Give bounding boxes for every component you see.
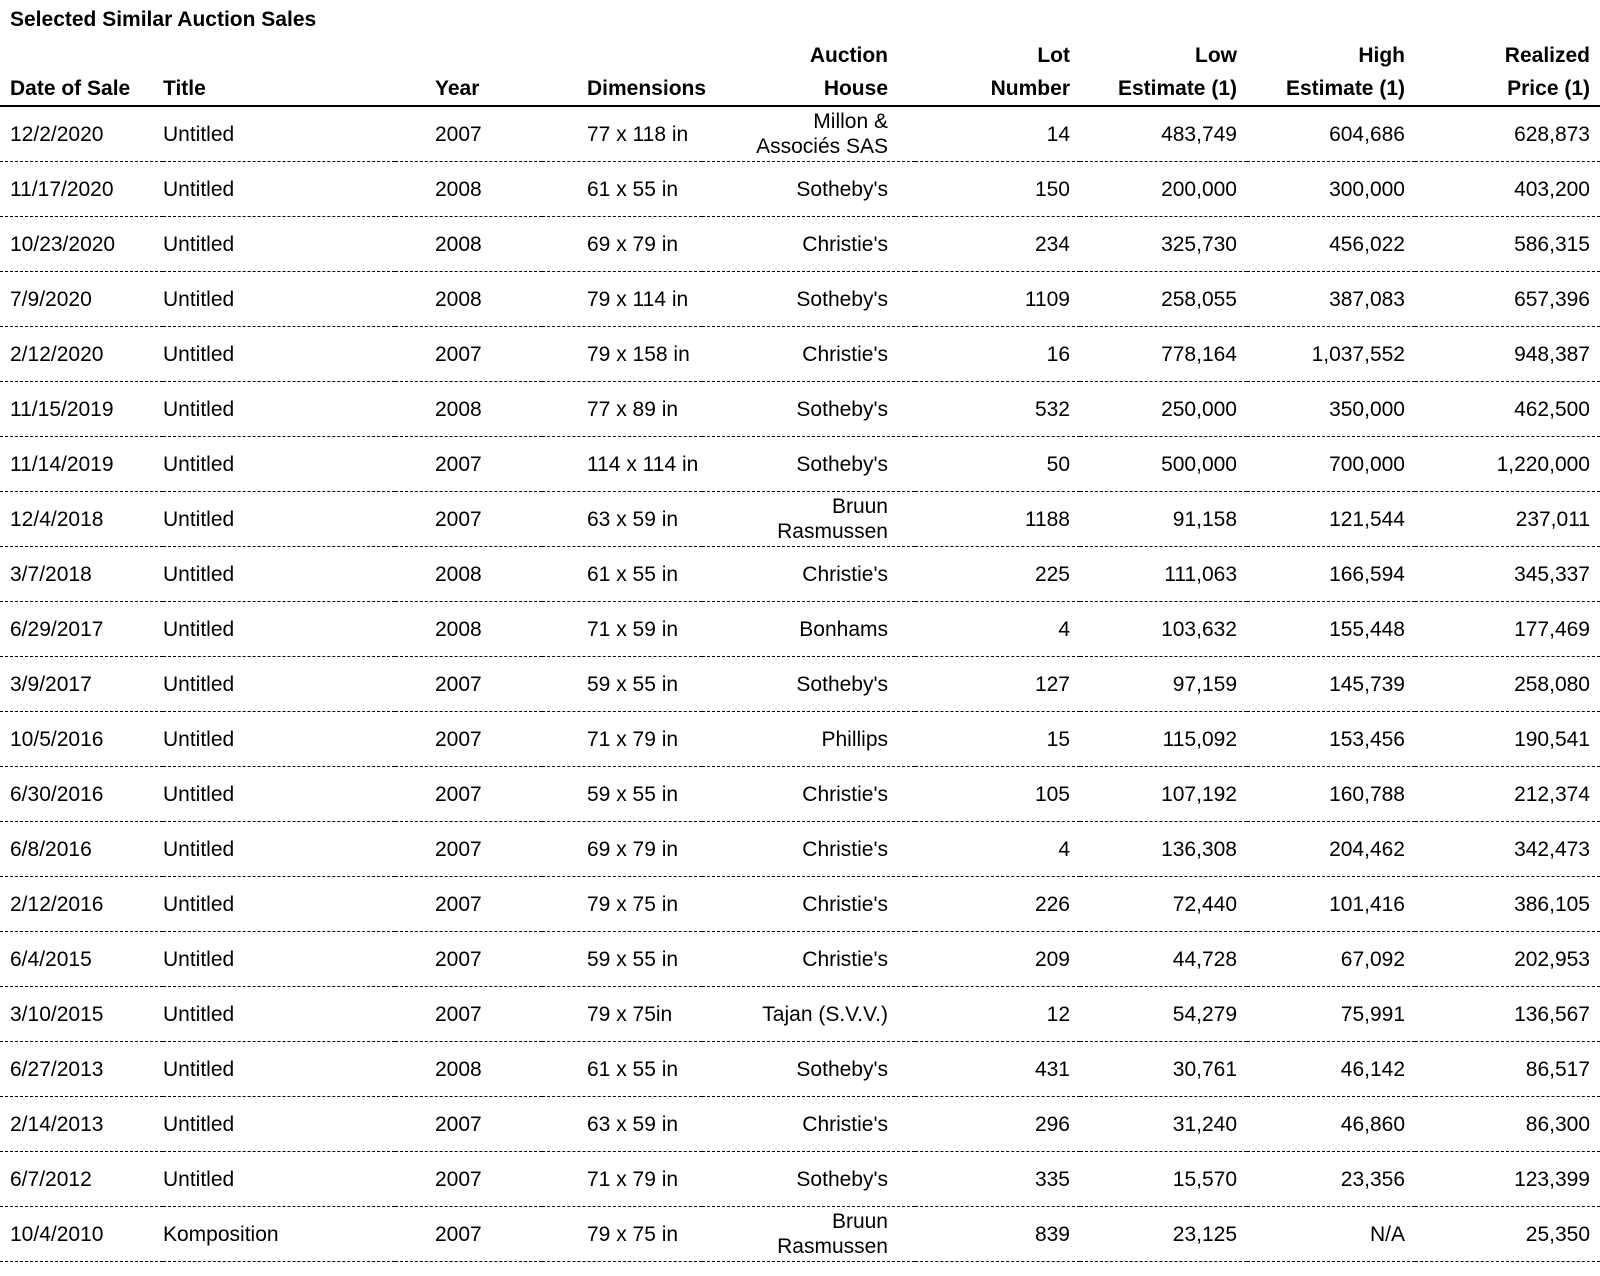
cell-auction-house [702,272,915,327]
cell-realized-price: 586,315 [1415,217,1600,272]
table-row [0,1042,1600,1097]
cell-dimensions: 114 x 114 in [542,437,702,492]
cell-date: 6/7/2012 [0,1152,163,1207]
auction-house-line: Christie's [802,892,888,916]
cell-year: 2008 [395,162,542,217]
cell-dimensions: 79 x 75 in [542,877,702,932]
table-row [0,217,1600,272]
cell-low-estimate: 44,728 [1080,932,1247,987]
cell-high-estimate: 456,022 [1247,217,1415,272]
table-row [0,437,1600,492]
cell-realized-price: 342,473 [1415,822,1600,877]
cell-dimensions: 77 x 118 in [542,106,702,162]
header-line: Number [990,77,1070,100]
cell-lot-number: 296 [915,1097,1080,1152]
cell-auction-house [702,1207,915,1262]
auction-house-line: Tajan (S.V.V.) [762,1002,888,1026]
auction-house-line: Sotheby's [796,177,888,201]
cell-lot-number: 209 [915,932,1080,987]
auction-house-line: Phillips [821,727,888,751]
cell-title: Untitled [163,1097,395,1152]
cell-low-estimate: 91,158 [1080,492,1247,547]
auction-house-line: Christie's [802,562,888,586]
cell-high-estimate: 46,860 [1247,1097,1415,1152]
cell-year: 2007 [395,657,542,712]
cell-year: 2007 [395,767,542,822]
table-body [0,106,1600,1262]
cell-auction-house [702,657,915,712]
cell-lot-number: 15 [915,712,1080,767]
table-row [0,327,1600,382]
header-line: Price (1) [1507,77,1590,100]
header-line: Year [435,77,480,100]
cell-low-estimate: 15,570 [1080,1152,1247,1207]
cell-high-estimate: 75,991 [1247,987,1415,1042]
cell-low-estimate: 258,055 [1080,272,1247,327]
header-line: Estimate (1) [1285,77,1405,100]
table-row [0,877,1600,932]
cell-auction-house [702,106,915,162]
cell-title: Untitled [163,106,395,162]
cell-lot-number: 4 [915,822,1080,877]
cell-title: Untitled [163,382,395,437]
table-row [0,162,1600,217]
cell-auction-house [702,492,915,547]
cell-high-estimate: 23,356 [1247,1152,1415,1207]
cell-auction-house [702,382,915,437]
cell-dimensions: 71 x 59 in [542,602,702,657]
auction-sales-table [0,37,1600,1262]
cell-low-estimate: 250,000 [1080,382,1247,437]
table-row [0,382,1600,437]
header-line: Realized [1504,44,1590,67]
cell-auction-house [702,162,915,217]
cell-realized-price: 86,300 [1415,1097,1600,1152]
cell-lot-number: 839 [915,1207,1080,1262]
cell-high-estimate: 155,448 [1247,602,1415,657]
cell-realized-price: 386,105 [1415,877,1600,932]
cell-lot-number: 532 [915,382,1080,437]
cell-dimensions: 59 x 55 in [542,767,702,822]
cell-year: 2007 [395,987,542,1042]
cell-lot-number: 335 [915,1152,1080,1207]
cell-high-estimate: 604,686 [1247,106,1415,162]
table-row [0,547,1600,602]
table-row [0,987,1600,1042]
cell-realized-price: 177,469 [1415,602,1600,657]
cell-realized-price: 25,350 [1415,1207,1600,1262]
cell-year: 2007 [395,1152,542,1207]
cell-realized-price: 403,200 [1415,162,1600,217]
cell-title: Untitled [163,602,395,657]
header-line: Auction [809,44,888,67]
cell-lot-number: 226 [915,877,1080,932]
column-header-realized-price [1415,37,1600,106]
cell-year: 2007 [395,327,542,382]
cell-title: Untitled [163,327,395,382]
cell-auction-house [702,437,915,492]
header-line: Low [1195,44,1237,67]
cell-year: 2007 [395,1207,542,1262]
cell-auction-house [702,987,915,1042]
cell-auction-house [702,767,915,822]
cell-realized-price: 462,500 [1415,382,1600,437]
auction-house-line: Associés SAS [756,135,888,158]
cell-date: 10/5/2016 [0,712,163,767]
cell-low-estimate: 30,761 [1080,1042,1247,1097]
cell-high-estimate: 67,092 [1247,932,1415,987]
cell-title: Untitled [163,822,395,877]
cell-lot-number: 150 [915,162,1080,217]
cell-dimensions: 69 x 79 in [542,217,702,272]
cell-year: 2007 [395,492,542,547]
column-header-year [395,37,542,106]
cell-low-estimate: 778,164 [1080,327,1247,382]
cell-date: 12/4/2018 [0,492,163,547]
cell-auction-house [702,1042,915,1097]
cell-title: Untitled [163,217,395,272]
cell-date: 11/15/2019 [0,382,163,437]
cell-lot-number: 234 [915,217,1080,272]
cell-realized-price: 136,567 [1415,987,1600,1042]
cell-title: Untitled [163,437,395,492]
cell-high-estimate: 1,037,552 [1247,327,1415,382]
cell-auction-house [702,932,915,987]
cell-high-estimate: 387,083 [1247,272,1415,327]
cell-date: 10/4/2010 [0,1207,163,1262]
cell-low-estimate: 72,440 [1080,877,1247,932]
cell-low-estimate: 483,749 [1080,106,1247,162]
cell-auction-house [702,547,915,602]
auction-house-line: Sotheby's [796,1167,888,1191]
table-row [0,712,1600,767]
cell-low-estimate: 115,092 [1080,712,1247,767]
cell-lot-number: 12 [915,987,1080,1042]
header-line: House [823,77,888,100]
cell-year: 2007 [395,1097,542,1152]
cell-year: 2008 [395,1042,542,1097]
auction-house-line: Sotheby's [796,452,888,476]
auction-house-line: Bonhams [799,617,888,641]
header-line: Dimensions [587,77,707,100]
cell-low-estimate: 136,308 [1080,822,1247,877]
cell-high-estimate: 204,462 [1247,822,1415,877]
column-header-low-estimate [1080,37,1247,106]
table-row [0,1207,1600,1262]
cell-lot-number: 225 [915,547,1080,602]
header-row [0,37,1600,106]
header-line: High [1358,44,1405,67]
cell-title: Untitled [163,712,395,767]
cell-high-estimate: 350,000 [1247,382,1415,437]
auction-house-line: Sotheby's [796,397,888,421]
cell-dimensions: 79 x 75in [542,987,702,1042]
auction-house-line: Rasmussen [777,520,888,543]
cell-high-estimate: N/A [1247,1207,1415,1262]
cell-high-estimate: 700,000 [1247,437,1415,492]
auction-house-line: Bruun [831,1210,888,1233]
cell-title: Untitled [163,657,395,712]
cell-lot-number: 16 [915,327,1080,382]
cell-high-estimate: 101,416 [1247,877,1415,932]
cell-realized-price: 948,387 [1415,327,1600,382]
header-line: Title [163,77,206,100]
table-row [0,492,1600,547]
cell-dimensions: 71 x 79 in [542,1152,702,1207]
auction-house-line: Bruun [831,495,888,518]
auction-house-line: Millon & [813,110,888,133]
cell-high-estimate: 166,594 [1247,547,1415,602]
cell-title: Untitled [163,932,395,987]
cell-realized-price: 628,873 [1415,106,1600,162]
cell-auction-house [702,1097,915,1152]
cell-dimensions: 69 x 79 in [542,822,702,877]
cell-realized-price: 86,517 [1415,1042,1600,1097]
cell-title: Untitled [163,987,395,1042]
cell-low-estimate: 107,192 [1080,767,1247,822]
cell-auction-house [702,327,915,382]
cell-realized-price: 237,011 [1415,492,1600,547]
cell-dimensions: 79 x 158 in [542,327,702,382]
auction-house-line: Christie's [802,782,888,806]
cell-lot-number: 4 [915,602,1080,657]
cell-dimensions: 63 x 59 in [542,492,702,547]
cell-low-estimate: 500,000 [1080,437,1247,492]
auction-house-line: Rasmussen [777,1235,888,1258]
cell-year: 2008 [395,382,542,437]
cell-lot-number: 431 [915,1042,1080,1097]
cell-date: 6/29/2017 [0,602,163,657]
cell-auction-house [702,877,915,932]
column-header-date [0,37,163,106]
cell-lot-number: 14 [915,106,1080,162]
cell-high-estimate: 153,456 [1247,712,1415,767]
cell-dimensions: 59 x 55 in [542,932,702,987]
cell-low-estimate: 111,063 [1080,547,1247,602]
cell-realized-price: 212,374 [1415,767,1600,822]
column-header-high-estimate [1247,37,1415,106]
cell-title: Untitled [163,767,395,822]
cell-date: 6/8/2016 [0,822,163,877]
cell-date: 2/14/2013 [0,1097,163,1152]
cell-year: 2007 [395,932,542,987]
auction-house-line: Christie's [802,1112,888,1136]
cell-low-estimate: 325,730 [1080,217,1247,272]
cell-year: 2008 [395,602,542,657]
header-line: Lot [1037,44,1070,67]
cell-low-estimate: 200,000 [1080,162,1247,217]
table-row [0,657,1600,712]
cell-dimensions: 77 x 89 in [542,382,702,437]
cell-low-estimate: 31,240 [1080,1097,1247,1152]
cell-realized-price: 202,953 [1415,932,1600,987]
cell-auction-house [702,217,915,272]
cell-date: 11/14/2019 [0,437,163,492]
cell-title: Untitled [163,877,395,932]
cell-date: 3/10/2015 [0,987,163,1042]
cell-dimensions: 61 x 55 in [542,547,702,602]
cell-low-estimate: 54,279 [1080,987,1247,1042]
cell-title: Untitled [163,492,395,547]
column-header-lot-number [915,37,1080,106]
cell-date: 3/7/2018 [0,547,163,602]
cell-year: 2007 [395,437,542,492]
cell-lot-number: 50 [915,437,1080,492]
cell-dimensions: 61 x 55 in [542,1042,702,1097]
cell-auction-house [702,822,915,877]
auction-house-line: Sotheby's [796,287,888,311]
table-row [0,106,1600,162]
cell-date: 6/27/2013 [0,1042,163,1097]
cell-high-estimate: 160,788 [1247,767,1415,822]
header-line: Date of Sale [10,77,131,100]
cell-dimensions: 79 x 75 in [542,1207,702,1262]
column-header-auction-house [702,37,915,106]
cell-dimensions: 79 x 114 in [542,272,702,327]
cell-low-estimate: 23,125 [1080,1207,1247,1262]
table-row [0,767,1600,822]
cell-lot-number: 127 [915,657,1080,712]
cell-title: Komposition [163,1207,395,1262]
cell-year: 2008 [395,217,542,272]
cell-high-estimate: 300,000 [1247,162,1415,217]
cell-realized-price: 657,396 [1415,272,1600,327]
table-row [0,602,1600,657]
cell-auction-house [702,1152,915,1207]
column-header-dimensions [542,37,707,106]
cell-date: 11/17/2020 [0,162,163,217]
cell-dimensions: 59 x 55 in [542,657,702,712]
cell-date: 3/9/2017 [0,657,163,712]
cell-realized-price: 258,080 [1415,657,1600,712]
cell-high-estimate: 145,739 [1247,657,1415,712]
auction-house-line: Christie's [802,342,888,366]
cell-date: 2/12/2020 [0,327,163,382]
cell-title: Untitled [163,547,395,602]
page-title: Selected Similar Auction Sales [10,8,317,31]
cell-date: 7/9/2020 [0,272,163,327]
cell-lot-number: 1188 [915,492,1080,547]
auction-house-line: Christie's [802,837,888,861]
auction-house-line: Christie's [802,232,888,256]
cell-realized-price: 190,541 [1415,712,1600,767]
cell-title: Untitled [163,162,395,217]
cell-title: Untitled [163,1152,395,1207]
cell-date: 10/23/2020 [0,217,163,272]
cell-dimensions: 63 x 59 in [542,1097,702,1152]
cell-lot-number: 105 [915,767,1080,822]
table-row [0,822,1600,877]
cell-year: 2007 [395,106,542,162]
table-row [0,1097,1600,1152]
cell-realized-price: 345,337 [1415,547,1600,602]
cell-high-estimate: 121,544 [1247,492,1415,547]
cell-date: 6/4/2015 [0,932,163,987]
table-row [0,272,1600,327]
cell-title: Untitled [163,272,395,327]
cell-title: Untitled [163,1042,395,1097]
cell-low-estimate: 97,159 [1080,657,1247,712]
cell-low-estimate: 103,632 [1080,602,1247,657]
cell-realized-price: 1,220,000 [1415,437,1600,492]
cell-date: 6/30/2016 [0,767,163,822]
cell-dimensions: 61 x 55 in [542,162,702,217]
cell-year: 2007 [395,822,542,877]
column-header-title [163,37,395,106]
auction-house-line: Christie's [802,947,888,971]
cell-date: 12/2/2020 [0,106,163,162]
cell-year: 2007 [395,877,542,932]
cell-date: 2/12/2016 [0,877,163,932]
cell-year: 2008 [395,272,542,327]
cell-auction-house [702,712,915,767]
auction-house-line: Sotheby's [796,672,888,696]
table-row [0,1152,1600,1207]
cell-year: 2007 [395,712,542,767]
cell-auction-house [702,602,915,657]
table-row [0,932,1600,987]
cell-lot-number: 1109 [915,272,1080,327]
auction-house-line: Sotheby's [796,1057,888,1081]
cell-dimensions: 71 x 79 in [542,712,702,767]
cell-high-estimate: 46,142 [1247,1042,1415,1097]
cell-year: 2008 [395,547,542,602]
header-line: Estimate (1) [1117,77,1237,100]
cell-realized-price: 123,399 [1415,1152,1600,1207]
